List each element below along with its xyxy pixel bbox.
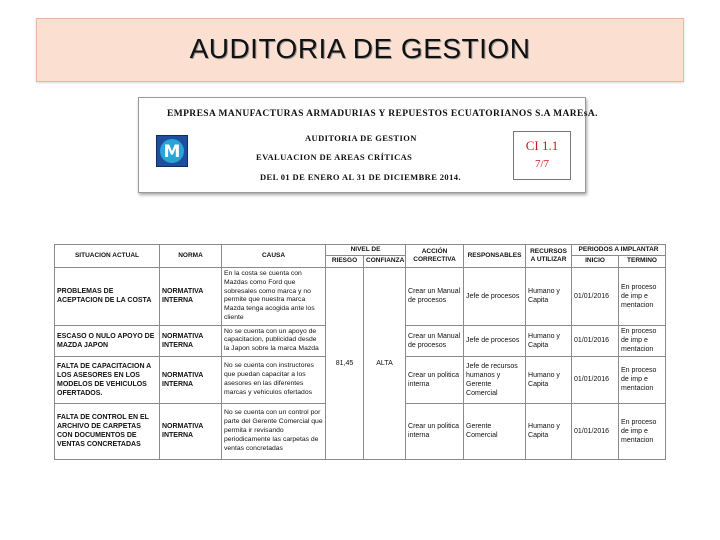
cell-situacion: FALTA DE CONTROL EN EL ARCHIVO DE CARPETAS CON DOCUMENTOS DE VENTAS CONCRETADAS bbox=[55, 403, 160, 459]
cell-recursos: Humano y Capita bbox=[526, 267, 572, 325]
header-termino: TERMINO bbox=[619, 256, 666, 267]
cell-norma: NORMATIVA INTERNA bbox=[160, 403, 222, 459]
cell-termino: En proceso de imp e mentacion bbox=[619, 325, 666, 356]
cell-responsables: Jefe de procesos bbox=[464, 325, 526, 356]
header-accion: ACCIÓN CORRECTIVA bbox=[406, 245, 464, 268]
header-inicio: INICIO bbox=[572, 256, 619, 267]
header-responsables: RESPONSABLES bbox=[464, 245, 526, 268]
audit-period: DEL 01 DE ENERO AL 31 DE DICIEMBRE 2014. bbox=[260, 172, 461, 182]
table-row bbox=[55, 267, 666, 325]
cell-causa: No se cuenta con instructores que puedan capacitar a los asesores en las diferentes marcas y vehiculos ofertados bbox=[222, 356, 326, 403]
title-banner bbox=[36, 18, 684, 82]
cell-termino: En proceso de imp e mentacion bbox=[619, 403, 666, 459]
company-name: EMPRESA MANUFACTURAS ARMADURIAS Y REPUESTOS ECUATORIANOS S.A MAREsA. bbox=[167, 109, 598, 119]
cell-inicio: 01/01/2016 bbox=[572, 325, 619, 356]
header-causa: CAUSA bbox=[222, 245, 326, 268]
cell-accion: Crear un politica interna bbox=[406, 356, 464, 403]
audit-type: AUDITORIA DE GESTION bbox=[305, 133, 417, 143]
cell-inicio: 01/01/2016 bbox=[572, 267, 619, 325]
header-nivel: NIVEL DE bbox=[326, 245, 406, 256]
evaluation-title: EVALUACION DE AREAS CRÍTICAS bbox=[256, 152, 413, 162]
cell-accion: Crear un Manual de procesos bbox=[406, 267, 464, 325]
cell-riesgo: 81,45 bbox=[326, 267, 364, 459]
header-riesgo: RIESGO bbox=[326, 256, 364, 267]
cell-inicio: 01/01/2016 bbox=[572, 403, 619, 459]
cell-situacion: ESCASO O NULO APOYO DE MAZDA JAPON bbox=[55, 325, 160, 356]
cell-responsables: Gerente Comercial bbox=[464, 403, 526, 459]
cell-causa: No se cuenta con un control por parte del Gerente Comercial que permita ir revisando periodicamente las carpetas de ventas concretadas bbox=[222, 403, 326, 459]
cell-termino: En proceso de imp e mentacion bbox=[619, 267, 666, 325]
cell-norma: NORMATIVA INTERNA bbox=[160, 267, 222, 325]
cell-responsables: Jefe de recursos humanos y Gerente Comercial bbox=[464, 356, 526, 403]
header-recursos: RECURSOS A UTILIZAR bbox=[526, 245, 572, 268]
cell-situacion: PROBLEMAS DE ACEPTACION DE LA COSTA bbox=[55, 267, 160, 325]
cell-situacion: FALTA DE CAPACITACION A LOS ASESORES EN LOS MODELOS DE VEHICULOS OFERTADOS. bbox=[55, 356, 160, 403]
cell-accion: Crear un politica interna bbox=[406, 403, 464, 459]
cell-recursos: Humano y Capita bbox=[526, 325, 572, 356]
header-norma: NORMA bbox=[160, 245, 222, 268]
cell-accion: Crear un Manual de procesos bbox=[406, 325, 464, 356]
company-logo bbox=[156, 135, 188, 167]
table-header-row bbox=[55, 245, 666, 256]
cell-confianza: ALTA bbox=[364, 267, 406, 459]
header-situacion: SITUACION ACTUAL bbox=[55, 245, 160, 268]
page-title: AUDITORIA DE GESTION bbox=[189, 33, 531, 64]
cell-recursos: Humano y Capita bbox=[526, 356, 572, 403]
cell-norma: NORMATIVA INTERNA bbox=[160, 356, 222, 403]
reference-box bbox=[513, 131, 571, 180]
logo-circle-icon bbox=[160, 139, 184, 163]
cell-causa: En la costa se cuenta con Mazdas como Ford que sobresales como marca y no permite que nuestra marca Mazda tenga acogida ante los cliente bbox=[222, 267, 326, 325]
cell-responsables: Jefe de procesos bbox=[464, 267, 526, 325]
cell-inicio: 01/01/2016 bbox=[572, 356, 619, 403]
document-header bbox=[138, 97, 598, 193]
page-count: 7/7 bbox=[534, 158, 550, 170]
logo-letter: M bbox=[163, 142, 181, 162]
cell-norma: NORMATIVA INTERNA bbox=[160, 325, 222, 356]
reference-code: CI 1.1 bbox=[525, 138, 559, 153]
cell-recursos: Humano y Capita bbox=[526, 403, 572, 459]
header-confianza: CONFIANZA bbox=[364, 256, 406, 267]
audit-table bbox=[54, 244, 666, 460]
header-periodos: PERIODOS A IMPLANTAR bbox=[572, 245, 666, 256]
cell-causa: No se cuenta con un apoyo de capacitacion, publicidad desde la Japon sobre la marca Mazda bbox=[222, 325, 326, 356]
cell-termino: En proceso de imp e mentacion bbox=[619, 356, 666, 403]
